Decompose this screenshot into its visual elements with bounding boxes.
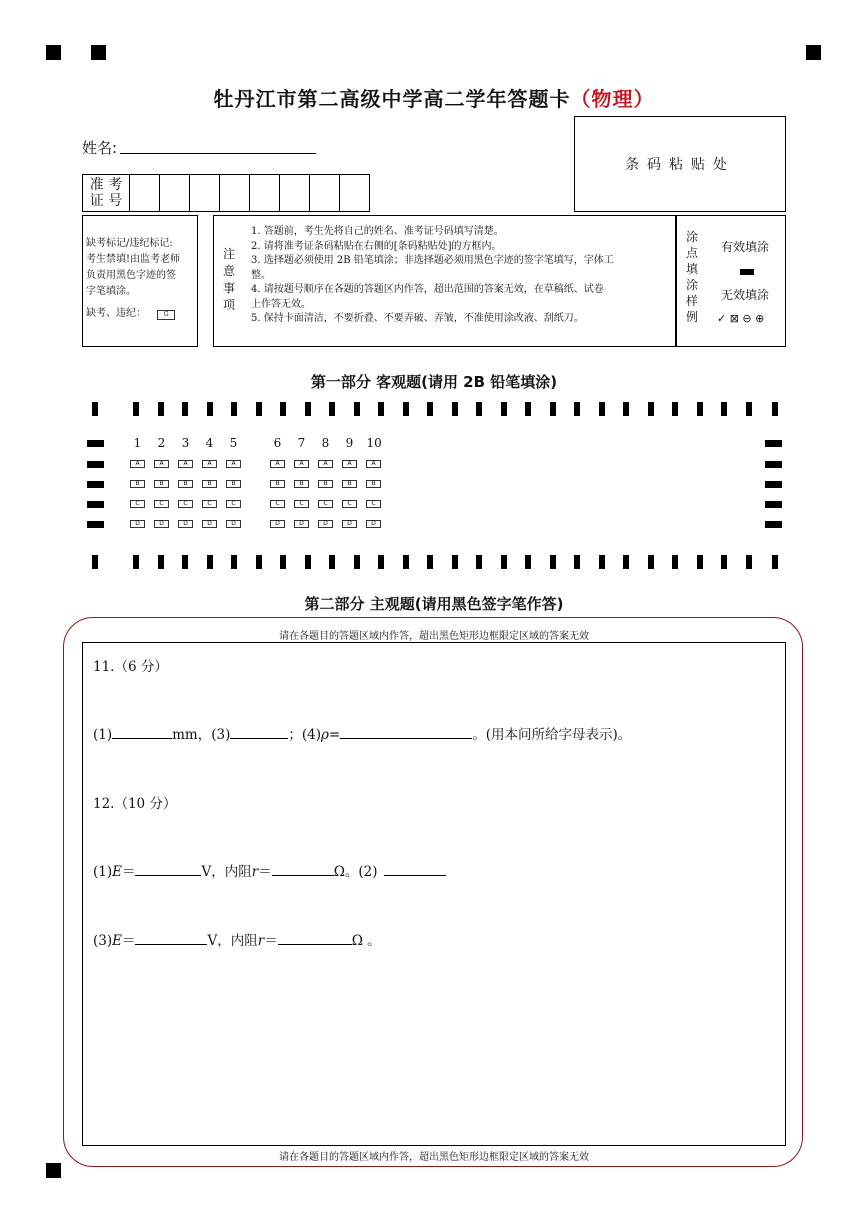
option-bubble[interactable]: A [226, 460, 241, 468]
question-number: 8 [321, 436, 330, 450]
option-bubble[interactable]: C [202, 500, 217, 508]
timing-mark [452, 555, 458, 569]
name-label: 姓名: [82, 139, 118, 157]
exam-id-table [82, 174, 370, 212]
timing-mark [182, 402, 188, 416]
option-bubble[interactable]: A [318, 460, 333, 468]
side-timing-mark [765, 440, 782, 447]
timing-mark [305, 402, 311, 416]
answer-hint-bottom: 请在各题目的答题区域内作答，超出黑色矩形边框限定区域的答案无效 [279, 1152, 589, 1163]
q12-blank-r-3[interactable] [278, 932, 352, 945]
note-item: 上作答无效。 [251, 298, 311, 310]
timing-mark [623, 555, 629, 569]
option-bubble[interactable]: D [130, 520, 145, 528]
timing-mark [158, 555, 164, 569]
q12-header: 12.（10 分） [93, 796, 177, 812]
option-bubble[interactable]: D [178, 520, 193, 528]
corner-marker [806, 45, 821, 60]
q12-blank-emf[interactable] [135, 863, 201, 876]
q11-blank-3[interactable] [230, 726, 288, 739]
note-item: 2. 请将准考证条码粘贴在右侧的[条码粘贴处]的方框内。 [251, 240, 502, 252]
timing-mark [476, 402, 482, 416]
option-bubble[interactable]: D [342, 520, 357, 528]
option-bubble[interactable]: B [178, 480, 193, 488]
timing-mark [354, 555, 360, 569]
notes-list [251, 225, 673, 327]
q11-line: (1) mm，(3) ；(4)ρ= 。(用本问所给字母表示)。 [93, 727, 632, 743]
q12-blank-2[interactable] [384, 863, 446, 876]
timing-mark [378, 555, 384, 569]
option-bubble[interactable]: A [342, 460, 357, 468]
timing-mark [772, 555, 778, 569]
exam-id-cell[interactable] [280, 175, 310, 212]
option-bubble[interactable]: D [226, 520, 241, 528]
valid-fill-label: 有效填涂 [721, 240, 770, 254]
timing-mark [92, 555, 98, 569]
timing-mark [378, 402, 384, 416]
part1-title: 第一部分 客观题(请用 2B 铅笔填涂) [310, 373, 558, 391]
exam-id-cell[interactable] [190, 175, 220, 212]
note-item: 整。 [251, 269, 271, 281]
option-bubble[interactable]: C [226, 500, 241, 508]
question-number: 5 [229, 436, 238, 450]
timing-mark [427, 555, 433, 569]
option-bubble[interactable]: C [294, 500, 309, 508]
barcode-label: 条码粘贴处 [625, 157, 735, 173]
timing-mark [550, 402, 556, 416]
timing-mark [427, 402, 433, 416]
timing-mark [697, 402, 703, 416]
timing-mark [207, 555, 213, 569]
corner-marker [46, 1163, 61, 1178]
name-field[interactable] [120, 153, 316, 154]
timing-mark [280, 402, 286, 416]
timing-mark [182, 555, 188, 569]
timing-mark [746, 402, 752, 416]
timing-mark [256, 402, 262, 416]
q12-line-2: (3)E＝ V，内阻r＝ Ω 。 [93, 933, 381, 949]
timing-mark [403, 555, 409, 569]
timing-mark [158, 402, 164, 416]
option-bubble[interactable]: B [226, 480, 241, 488]
title-subject: （物理） [570, 87, 655, 111]
option-bubble[interactable]: C [178, 500, 193, 508]
barcode-area [574, 116, 786, 212]
timing-mark [672, 402, 678, 416]
corner-marker [91, 45, 106, 60]
option-bubble[interactable]: B [366, 480, 381, 488]
timing-mark [525, 402, 531, 416]
option-bubble[interactable]: A [130, 460, 145, 468]
answer-box[interactable] [82, 642, 786, 1146]
timing-mark [721, 555, 727, 569]
timing-mark [574, 555, 580, 569]
timing-mark [354, 402, 360, 416]
side-timing-mark [87, 461, 104, 468]
option-bubble[interactable]: C [366, 500, 381, 508]
option-bubble[interactable]: A [178, 460, 193, 468]
timing-mark [501, 555, 507, 569]
note-item: 4. 请按题号顺序在各题的答题区内作答，超出范围的答案无效，在草稿纸、试卷 [251, 284, 604, 295]
timing-mark [280, 555, 286, 569]
option-bubble[interactable]: C [318, 500, 333, 508]
timing-mark [672, 555, 678, 569]
timing-mark [501, 402, 507, 416]
question-number: 2 [157, 436, 166, 450]
option-bubble[interactable]: D [154, 520, 169, 528]
question-number: 6 [273, 436, 282, 450]
q11-blank-4[interactable] [340, 726, 472, 739]
notes-box [213, 215, 676, 347]
page-title [0, 83, 868, 112]
side-timing-mark [765, 481, 782, 488]
absence-text: 缺考标记/违纪标记: 考生禁填!由监考老师 负责用黑色字迹的签 字笔填涂。 [86, 238, 181, 297]
timing-mark [256, 555, 262, 569]
q11-blank-1[interactable] [112, 726, 172, 739]
option-bubble[interactable]: C [130, 500, 145, 508]
side-timing-mark [87, 521, 104, 528]
option-bubble[interactable]: B [270, 480, 285, 488]
answer-hint-top: 请在各题目的答题区域内作答，超出黑色矩形边框限定区域的答案无效 [279, 631, 589, 642]
timing-mark [231, 555, 237, 569]
corner-marker [46, 45, 61, 60]
q12-blank-r[interactable] [272, 863, 334, 876]
option-bubble[interactable]: C [342, 500, 357, 508]
timing-mark [648, 402, 654, 416]
option-bubble[interactable]: B [130, 480, 145, 488]
invalid-fill-marks: ✓ ⊠ ⊖ ⊕ [717, 312, 765, 325]
side-timing-mark [87, 501, 104, 508]
question-number: 1 [133, 436, 142, 450]
option-bubble[interactable]: D [318, 520, 333, 528]
invalid-fill-label: 无效填涂 [721, 288, 770, 302]
exam-id-cell[interactable] [340, 175, 370, 212]
timing-mark [550, 555, 556, 569]
fill-sample-side-label: 涂 点 填 涂 样 例 [686, 230, 699, 324]
option-bubble[interactable]: D [270, 520, 285, 528]
notes-side-label: 注 意 事 项 [223, 247, 236, 312]
option-bubble[interactable]: D [366, 520, 381, 528]
side-timing-mark [87, 440, 104, 447]
timing-mark [92, 402, 98, 416]
timing-mark [772, 402, 778, 416]
option-bubble[interactable]: B [342, 480, 357, 488]
exam-id-cell[interactable] [310, 175, 340, 212]
note-item: 5. 保持卡面清洁，不要折叠、不要弄破、弄皱，不准使用涂改液、刮纸刀。 [251, 313, 584, 324]
timing-mark [305, 555, 311, 569]
option-bubble[interactable]: A [202, 460, 217, 468]
question-number: 3 [181, 436, 190, 450]
option-bubble[interactable]: C [154, 500, 169, 508]
side-timing-mark [765, 461, 782, 468]
option-bubble[interactable]: D [202, 520, 217, 528]
question-number: 7 [297, 436, 306, 450]
timing-mark [231, 402, 237, 416]
option-bubble[interactable]: C [270, 500, 285, 508]
q11-header: 11.（6 分） [93, 659, 168, 675]
part2-title: 第二部分 主观题(请用黑色签字笔作答) [304, 595, 564, 613]
title-main: 牡丹江市第二高级中学高二学年答题卡 [213, 87, 571, 111]
timing-mark [574, 402, 580, 416]
note-item: 3. 选择题必须使用 2B 铅笔填涂；非选择题必须用黑色字迹的签字笔填写，字体工 [251, 255, 614, 266]
timing-mark [599, 555, 605, 569]
question-number: 9 [345, 436, 354, 450]
exam-id-cell[interactable] [220, 175, 250, 212]
exam-id-cell[interactable] [130, 175, 160, 212]
exam-id-label: 准 考 证 号 [83, 175, 130, 212]
timing-mark [525, 555, 531, 569]
timing-mark [599, 402, 605, 416]
exam-id-cell[interactable] [160, 175, 190, 212]
timing-mark [746, 555, 752, 569]
timing-mark [403, 402, 409, 416]
absence-mark-box [82, 215, 198, 347]
timing-mark [697, 555, 703, 569]
timing-mark [623, 402, 629, 416]
option-bubble[interactable]: A [294, 460, 309, 468]
option-bubble[interactable]: B [318, 480, 333, 488]
timing-mark [329, 402, 335, 416]
option-bubble[interactable]: A [270, 460, 285, 468]
side-timing-mark [765, 501, 782, 508]
timing-mark [721, 402, 727, 416]
note-item: 1. 答题前，考生先将自己的姓名、准考证号码填写清楚。 [251, 226, 504, 237]
q12-blank-emf-3[interactable] [135, 932, 207, 945]
side-timing-mark [87, 481, 104, 488]
q12-line-1: (1)E＝ V，内阻r＝ Ω。(2) [93, 860, 446, 880]
exam-id-cell[interactable] [250, 175, 280, 212]
absence-mark-checkbox[interactable]: G [157, 310, 175, 320]
option-bubble[interactable]: A [366, 460, 381, 468]
timing-mark [133, 402, 139, 416]
timing-mark [476, 555, 482, 569]
side-timing-mark [765, 521, 782, 528]
timing-mark [648, 555, 654, 569]
option-bubble[interactable]: B [294, 480, 309, 488]
option-bubble[interactable]: B [202, 480, 217, 488]
fill-sample-box [676, 215, 786, 347]
question-number: 10 [366, 436, 382, 450]
timing-mark [207, 402, 213, 416]
absence-mark-label: 缺考、违纪： [86, 308, 146, 319]
valid-fill-mark [740, 269, 754, 275]
option-bubble[interactable]: B [154, 480, 169, 488]
timing-mark [329, 555, 335, 569]
question-number: 4 [205, 436, 214, 450]
timing-mark [452, 402, 458, 416]
option-bubble[interactable]: A [154, 460, 169, 468]
timing-mark [133, 555, 139, 569]
option-bubble[interactable]: D [294, 520, 309, 528]
